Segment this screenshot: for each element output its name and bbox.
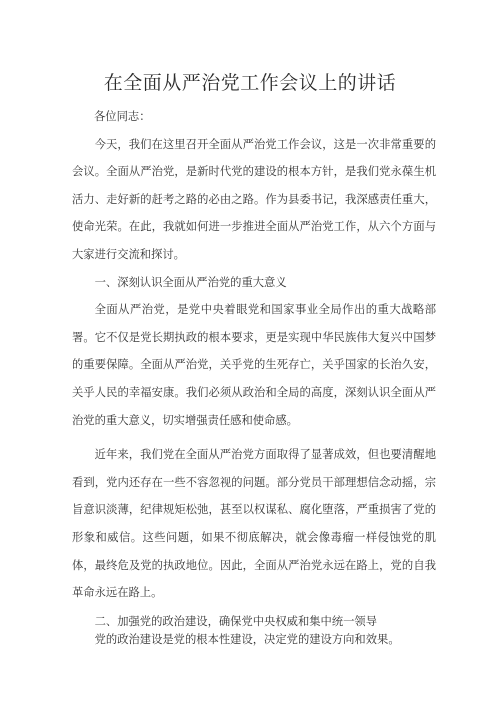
- paragraph-significance: 全面从严治党，是党中央着眼党和国家事业全局作出的重大战略部署。它不仅是党长期执政的根本要求，更是实现中华民族伟大复兴中国梦的重要保障。全面从严治党，关乎党的生死存亡，关乎国家的长治久安，关乎人民的幸福安康。我们必须从政治和全局的高度，深刻认识全面从严治党的重大意义，切实增强责任感和使命感。: [72, 303, 436, 427]
- greeting: 各位同志：: [94, 110, 151, 123]
- paragraph-problems: 近年来，我们党在全面从严治党方面取得了显著成效，但也要清醒地看到，党内还存在一些不容忽视的问题。部分党员干部理想信念动摇，宗旨意识淡薄，纪律规矩松弛，甚至以权谋私、腐化堕落，严重损害了党的形象和威信。这些问题，如果不彻底解决，就会像毒瘤一样侵蚀党的肌体，最终危及党的执政地位。因此，全面从严治党永远在路上，党的自我革命永远在路上。: [72, 448, 436, 600]
- paragraph-political-building: 党的政治建设是党的根本性建设，决定党的建设方向和效果。: [94, 632, 400, 646]
- document-title: 在全面从严治党工作会议上的讲话: [103, 72, 397, 94]
- section-heading-2: 二、加强党的政治建设，确保党中央权威和集中统一领导: [94, 614, 378, 628]
- document-body: [72, 103, 436, 649]
- paragraph-intro: 今天，我们在这里召开全面从严治党工作会议，这是一次非常重要的会议。全面从严治党，是新时代党的建设的根本方针，是我们党永葆生机活力、走好新的赶考之路的必由之路。作为县委书记，我深感责任重大，使命光荣。在此，我就如何进一步推进全面从严治党工作，从六个方面与大家进行交流和探讨。: [72, 137, 436, 261]
- section-heading-1: 一、深刻认识全面从严治党的重大意义: [94, 275, 287, 289]
